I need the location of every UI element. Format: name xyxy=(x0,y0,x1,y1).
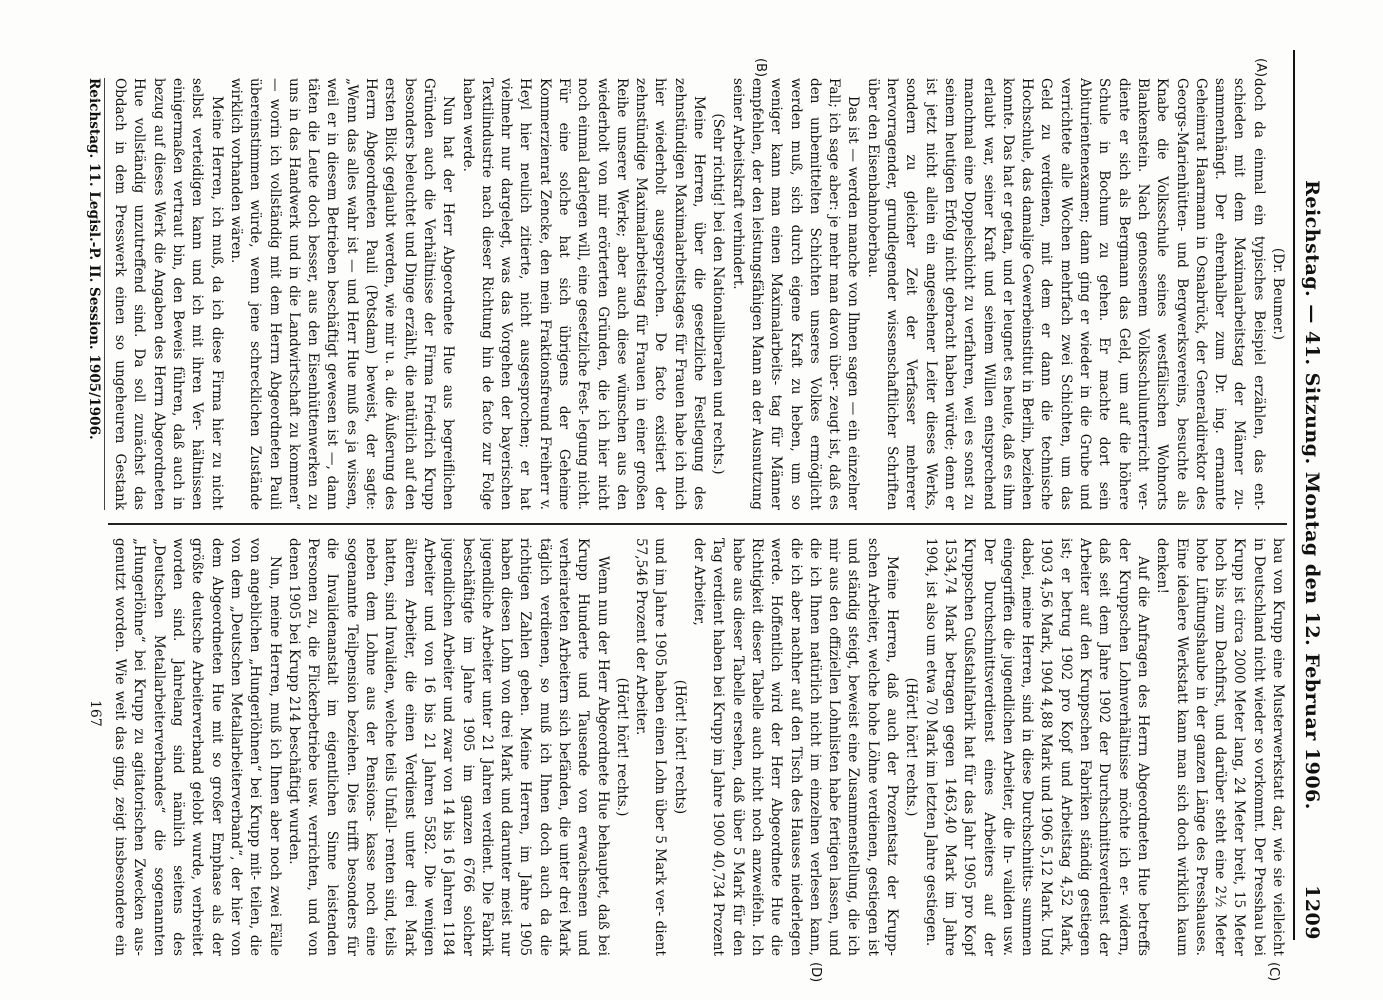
paragraph: Nun hat der Herr Abgeordnete Hue aus begreiflichen Gründen auch die Verhältnisse der Firma Friedrich Krupp besonders beleuchtet und Dinge erzählt, die natürlich auf den ersten Blick geglaubt werden, wie mir u. a. die Äußerung des Herrn Abgeordneten Pauli (Potsdam) beweist, der sagte: „Wenn das alles wahr ist — und Herr Hue muß es ja wissen, weil er in diesem Betrieben beschäftigt gewesen ist —, dann täten die Leute doch besser, aus den Eisenhüttenwerken zu uns in das Handwerk und in die Landwirtschaft zu kommen“ — worin ich vollständig mit dem Herrn Abgeordneten Pauli übereinstimmen würde, wenn jene schrecklichen Zustände wirklich vorhanden wären. xyxy=(227,78,457,510)
page-header xyxy=(1293,50,1323,940)
paragraph: doch da einmal ein typisches Beispiel erzählen, das ent- schieden mit dem Maximalarbeitstag der Männer zu- sammenhängt. Der ehrenhalber zum Dr. ing. ernannte Geheimrat Haarmann in Osnabrück, der Generaldirektor des Georgs-Marienhütten- und Bergwerksvereins, besuchte als Knabe die Volksschule seines westfälischen Wohnorts Blankenstein. Nach genossenem Volksschulunterricht ver- diente er sich als Bergmann das Geld, um auf die höhere Schule in Bochum zu gehen. Er machte dort sein Abiturientenexamen; dann ging er wieder in die Grube und verrichtete alle Wochen mehrfach zwei Schichten, um das Geld zu verdienen, mit dem er dann die technische Hochschule, das damalige Gewerbeinstitut in Berlin, beziehen konnte. Das hat er getan, und er leugnet es heute, daß es ihm erlaubt war, seiner Kraft und seinem Willen entsprechend manchmal eine Doppelschicht zu verfahren, weil es sonst zu seinem heutigen Erfolg nicht gebracht haben würde; denn er ist jetzt nicht allein ein angesehener Leiter dieses Werks, sondern zu gleicher Zeit der Verfasser mehrerer hervorragender, grundlegender wissenschaftlicher Schriften über den Eisenbahnoberbau. xyxy=(864,78,1267,510)
margin-marker-c: (C) xyxy=(1266,962,1281,982)
paragraph: Nun, meine Herren, muß ich Ihnen aber noch zwei Fälle von angeblichen „Hungerlöhnen“ bei Krupp mit- teilen, die von dem „Deutschen Metallarbeiterverband“, der hier von dem Abgeordneten Hue mit so großer Emphase als der größte deutsche Arbeiterverband gelobt wurde, verbreitet worden sind. Jahrelang sind nämlich seitens des „Deutschen Metallarbeiterverbandes“ die sogenannten „Hungerlöhne“ bei Krupp zu agitatorischen Zwecken aus- genutzt worden. Wie weit das ging, zeigt insbesondere ein xyxy=(112,538,283,956)
footer-page-number: 167 xyxy=(87,700,103,727)
paragraph: und im Jahre 1905 haben einen Lohn über 5 Mark ver- dient 57,546 Prozent der Arbeiter. xyxy=(633,538,669,956)
paragraph: Meine Herren, daß auch der Prozentsatz der Krupp- schen Arbeiter, welche hohe Löhne verdienen, gestiegen ist und ständig steigt, beweist eine Zusammenstellung, die ich mir aus den offiziellen Lohnlisten habe fertigen lassen, und die ich Ihnen natürlich nicht im einzelnen verlesen kann, die ich aber nachher auf den Tisch des Hauses niederlegen werde. Hoffentlich wird der Herr Abgeordnete Hue die Richtigkeit dieser Tabelle auch nicht noch anzweifeln. Ich habe aus dieser Tabelle ersehen, daß über 5 Mark für den Tag verdient haben bei Krupp im Jahre 1900 40,734 Prozent der Arbeiter, xyxy=(691,538,901,956)
paragraph: Auf die Anfragen des Herrn Abgeordneten Hue betreffs der Kruppschen Lohnverhältnisse möchte ich er- widern, daß seit dem Jahre 1902 der Durchschnittsverdienst der Arbeiter auf den Kruppschen Fabriken ständig gestiegen ist; er betrug 1902 pro Kopf und Arbeitstag 4,52 Mark, 1903 4,56 Mark, 1904 4,88 Mark und 1906 5,12 Mark. Und dabei, meine Herren, sind in diese Durchschnitts- summen eingegriffen die jugendlichen Arbeiter, die In- validen usw. Der Durchschnittsverdienst eines Arbeiters auf der Kruppschen Gußstahlfabrik hat für das Jahr 1905 pro Kopf 1534,74 Mark betragen gegen 1463,40 Mark im Jahre 1904, ist also um etwa 70 Mark im letzten Jahre gestiegen. xyxy=(922,538,1151,956)
paragraph: bau von Krupp eine Musterwerkstatt dar, wie sie vielleicht in Deutschland nicht wieder so vorkommt. Der Presshau bei Krupp ist circa 2000 Meter lang, 24 Meter breit, 15 Meter hoch bis zum Dachfirst, und darüber steht eine 2½ Meter hohe Lüftungshaube in der ganzen Länge des Presshauses. Eine idealere Werkstatt kann man sich doch wirklich kaum denken! xyxy=(1154,538,1286,956)
paragraph: Wenn nun der Herr Abgeordnete Hue behauptet, daß bei Krupp Hunderte und Tausende von erwachsenen und verheirateten Arbeitern sich befänden, die unter drei Mark täglich verdienen, so muß ich Ihnen doch auch da die richtigen Zahlen geben. Meine Herren, im Jahre 1905 haben diesen Lohn von drei Mark und darunter meist nur jugendliche Arbeiter unter 21 Jahren verdient. Die Fabrik beschäftigte im Jahre 1905 im ganzen 6766 solcher jugendlichen Arbeiter und zwar von 14 bis 16 Jahren 1184 Arbeiter und von 16 bis 21 Jahren 5582. Die wenigen älteren Arbeiter, die einen Verdienst unter drei Mark hatten, sind Invaliden, welche teils Unfall- renten sind, teils neben dem Lohne aus der Pensions- kasse noch eine sogenannte Teilpension beziehen. Dies trifft besonders für die Invalidenanstalt im eigentlichen Sinne leistenden Personen zu, die Flickerbetriebe usw. verrichten, und von denen 1905 bei Krupp 214 beschäftigt wurden. xyxy=(285,538,611,956)
right-column xyxy=(108,538,1287,956)
interjection: (Hört! hört! rechts.) xyxy=(613,677,630,817)
paragraph: Meine Herren, über die gesetzliche Festlegung des zehnstündigen Maximalarbeitstages für Frauen habe ich mich hier wiederholt ausgesprochen. De facto existiert der zehnstündige Maximalarbeitstag für Frauen in einer großen Reihe unserer Werke; aber auch diese wünschen aus den wiederholt von mir erörterten Gründen, die ich hier nicht noch einmal darlegen will, eine gesetzliche Fest- legung nicht. Für eine solche hat sich übrigens der Geheime Kommerzienrat Zencke, den mein Fraktionsfreund Freiherr v. Heyl hier neulich zitierte, nicht ausgesprochen; er hat vielmehr nur dargelegt, was das Vorgehen der bayerischen Textilindustrie nach dieser Richtung hin de facto zur Folge haben werde. xyxy=(459,78,708,510)
left-column xyxy=(108,78,1287,510)
header-title: Reichstag. — 41. Sitzung. Montag den 12. Februar 1906. xyxy=(1301,180,1323,810)
margin-marker-b: (B) xyxy=(753,58,768,78)
column-divider xyxy=(108,523,1287,525)
page-footer: Reichstag. 11. Legisl.-P. II. Session. 1905/1906. xyxy=(86,78,105,510)
speaker-name: (Dr. Beumer.) xyxy=(1270,247,1286,341)
paragraph: Das ist — werden manche von Ihnen sagen — ein einzelner Fall; ich sage aber: je mehr man davon über- zeugt ist, daß es den unbemittelten Schichten unseres Volkes ermöglicht werden muß, sich durch eigene Kraft zu heben, um so weniger kann man einen Maximalarbeits- tag für Männer empfehlen, der den leistungsfähigen Mann an der Ausnutzung seiner Arbeitskraft verhindert. xyxy=(729,78,862,510)
margin-marker-a: (A) xyxy=(1253,58,1268,78)
header-rule xyxy=(1293,50,1295,940)
header-page-number: 1209 xyxy=(1301,885,1323,940)
margin-marker-d: (D) xyxy=(808,962,823,983)
interjection: (Hört! hört! rechts.) xyxy=(903,677,920,817)
interjection: (Hört! hört! rechts) xyxy=(671,679,688,815)
paragraph: Meine Herren, ich muß, da ich diese Firma hier zu nicht selbst verteidigen kann und ich mit ihren Ver- hältnissen einigermaßen vertraut bin, den Beweis führen, daß auch in bezug auf dieses Werk die Angaben des Herrn Abgeordneten Hue vollständig unzutreffend sind. Da soll zunächst das Obdach in dem Presswerk einen so ungeheuren Gestank xyxy=(112,78,225,510)
interjection: (Sehr richtig! bei den Nationalliberalen und rechts.) xyxy=(710,113,727,475)
